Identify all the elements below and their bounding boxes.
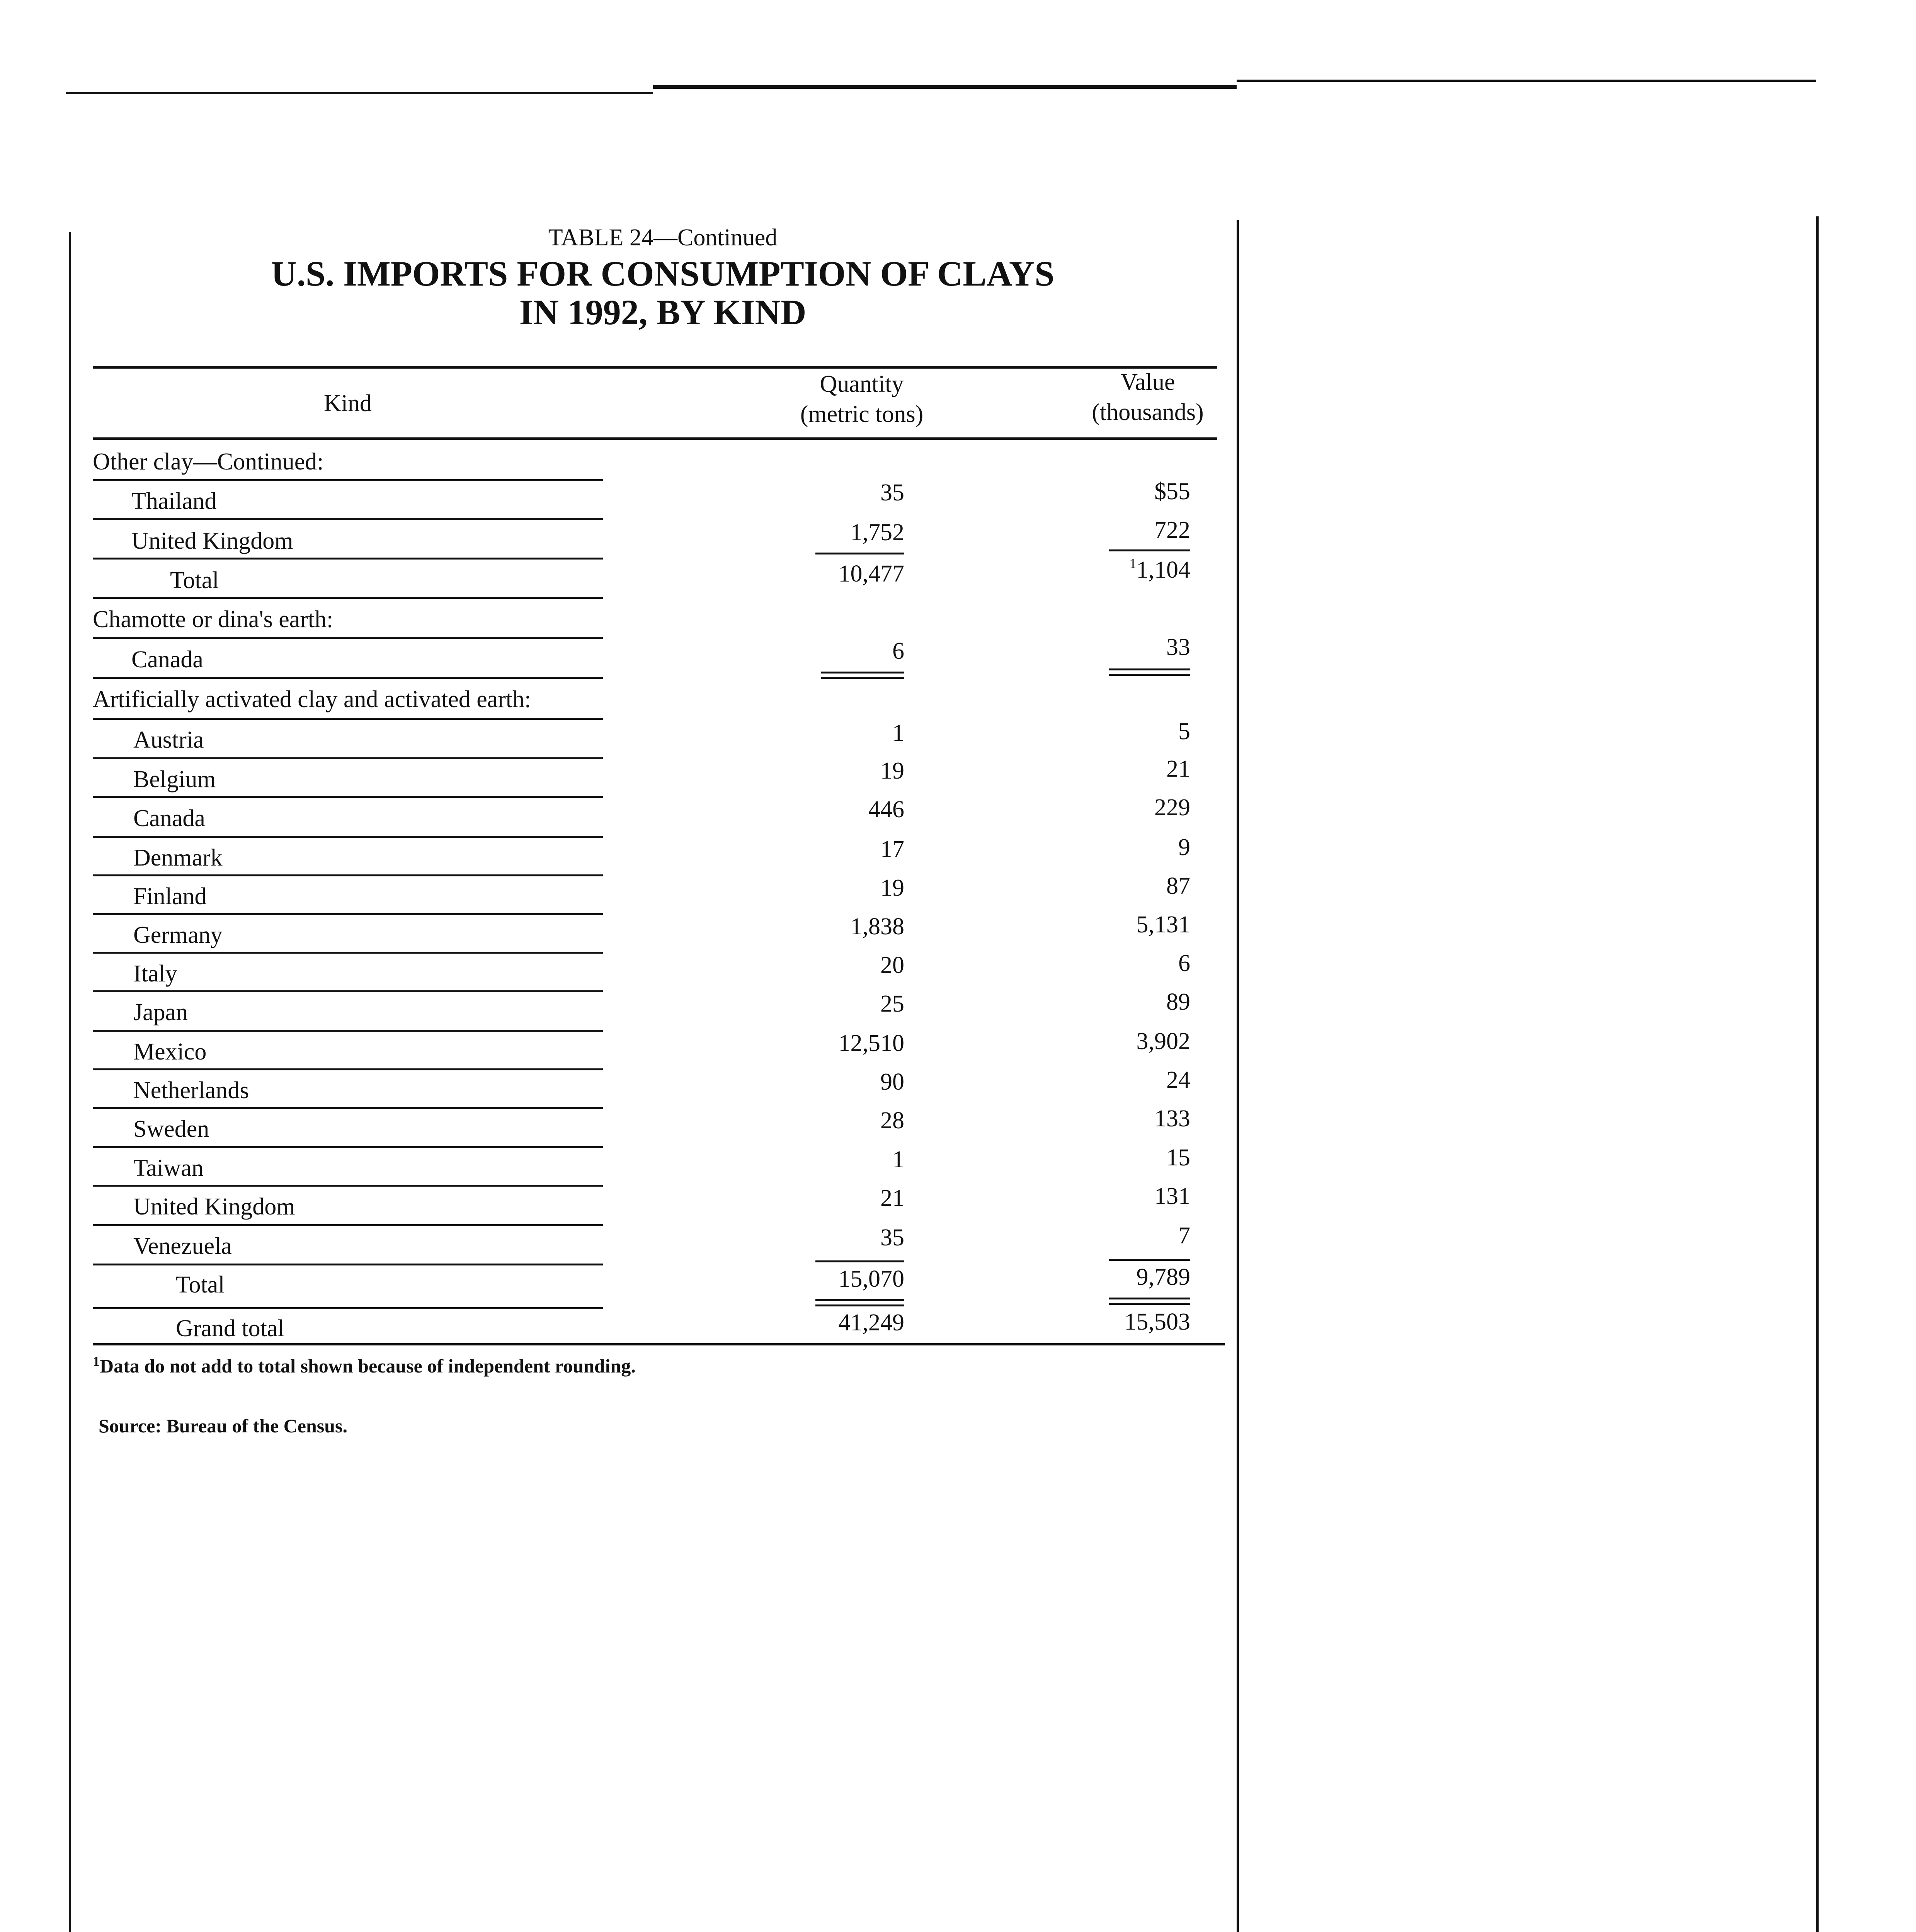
row-label-total-activated: Total (176, 1272, 225, 1298)
label-rule-4 (93, 597, 603, 599)
row-label-netherlands: Netherlands (133, 1077, 249, 1104)
qty-denmark: 17 (880, 836, 904, 862)
qty-double-rule-grand-b (815, 1304, 904, 1306)
row-label-finland: Finland (133, 883, 207, 910)
qty-double-rule-grand-a (815, 1299, 904, 1301)
qty-finland: 19 (880, 875, 904, 901)
label-rule-19 (93, 1185, 603, 1187)
row-label-italy: Italy (133, 961, 177, 987)
val-double-rule-grand-a (1109, 1298, 1190, 1299)
val-united-kingdom-activated: 131 (1154, 1183, 1190, 1209)
val-germany: 5,131 (1136, 912, 1190, 938)
footnote-text: Data do not add to total shown because of independent rounding. (100, 1355, 636, 1377)
qty-mexico: 12,510 (838, 1030, 904, 1056)
qty-belgium: 19 (880, 758, 904, 784)
label-rule-9 (93, 796, 603, 798)
label-rule-8 (93, 757, 603, 759)
row-label-thailand: Thailand (131, 488, 217, 514)
label-rule-21 (93, 1264, 603, 1265)
qty-double-rule-chamotte-b (821, 677, 904, 679)
label-rule-7 (93, 718, 603, 720)
header-quantity-line-2: (metric tons) (800, 401, 924, 427)
row-label-taiwan: Taiwan (133, 1155, 204, 1181)
val-rule-total-other (1109, 549, 1190, 551)
qty-rule-total-activated (815, 1260, 904, 1262)
qty-sweden: 28 (880, 1107, 904, 1134)
val-denmark: 9 (1178, 834, 1190, 861)
row-label-total-other: Total (170, 567, 219, 594)
val-mexico: 3,902 (1136, 1028, 1190, 1054)
table-number: TABLE 24—Continued (548, 224, 778, 251)
val-grand-total: 15,503 (1124, 1309, 1190, 1335)
qty-germany: 1,838 (850, 913, 904, 940)
val-total-other (997, 556, 1190, 583)
table-title (89, 254, 1237, 332)
row-label-grand-total: Grand total (176, 1315, 284, 1342)
qty-united-kingdom-other: 1,752 (850, 519, 904, 546)
label-rule-1 (93, 479, 603, 481)
label-rule-13 (93, 952, 603, 954)
header-bottom-rule (93, 437, 1217, 440)
source-note: Source: Bureau of the Census. (99, 1415, 348, 1437)
qty-double-rule-chamotte-a (821, 672, 904, 673)
val-canada-chamotte: 33 (1166, 634, 1190, 660)
val-sweden: 133 (1154, 1105, 1190, 1132)
row-label-japan: Japan (133, 999, 188, 1026)
qty-grand-total: 41,249 (838, 1310, 904, 1336)
val-canada-activated: 229 (1154, 794, 1190, 821)
val-japan: 89 (1166, 989, 1190, 1015)
val-double-rule-chamotte-a (1109, 668, 1190, 670)
label-rule-10 (93, 836, 603, 838)
row-label-united-kingdom-other: United Kingdom (131, 528, 293, 554)
qty-venezuela: 35 (880, 1225, 904, 1251)
val-netherlands: 24 (1166, 1067, 1190, 1093)
header-value-line-2: (thousands) (1092, 399, 1204, 425)
table-title-line-1: U.S. IMPORTS FOR CONSUMPTION OF CLAYS (271, 254, 1055, 293)
row-label-germany: Germany (133, 922, 223, 948)
row-label-united-kingdom-activated: United Kingdom (133, 1194, 295, 1220)
qty-canada-chamotte: 6 (892, 638, 904, 664)
label-rule-18 (93, 1146, 603, 1148)
qty-total-other: 10,477 (838, 561, 904, 587)
row-label-sweden: Sweden (133, 1116, 209, 1142)
row-label-belgium: Belgium (133, 766, 216, 793)
qty-austria: 1 (892, 720, 904, 746)
footnote-marker: 1 (93, 1354, 100, 1369)
row-label-mexico: Mexico (133, 1039, 207, 1065)
label-rule-17 (93, 1107, 603, 1109)
qty-japan: 25 (880, 991, 904, 1017)
val-austria: 5 (1178, 718, 1190, 745)
top-rule-center (653, 85, 1237, 89)
val-rule-total-activated (1109, 1259, 1190, 1261)
val-belgium: 21 (1166, 756, 1190, 782)
qty-taiwan: 1 (892, 1146, 904, 1173)
row-label-austria: Austria (133, 727, 204, 753)
label-rule-15 (93, 1030, 603, 1032)
column-rule-left (69, 232, 71, 1932)
table-caption (89, 224, 1237, 332)
label-rule-11 (93, 874, 603, 876)
row-label-venezuela: Venezuela (133, 1233, 232, 1259)
row-label-other-clay: Other clay—Continued: (93, 449, 324, 475)
column-rule-middle (1237, 220, 1239, 1932)
val-venezuela: 7 (1178, 1223, 1190, 1249)
qty-italy: 20 (880, 952, 904, 978)
val-total-activated: 9,789 (1136, 1264, 1190, 1290)
qty-total-activated: 15,070 (838, 1266, 904, 1292)
row-label-chamotte: Chamotte or dina's earth: (93, 606, 334, 633)
qty-united-kingdom-activated: 21 (880, 1185, 904, 1211)
header-kind: Kind (324, 390, 372, 417)
row-label-activated-clay: Artificially activated clay and activated earth: (93, 686, 531, 713)
val-thailand: $55 (1154, 478, 1190, 505)
label-rule-14 (93, 990, 603, 992)
val-taiwan: 15 (1166, 1145, 1190, 1171)
table-title-line-2: IN 1992, BY KIND (519, 293, 807, 332)
row-label-canada-activated: Canada (133, 805, 205, 832)
footnote (93, 1354, 636, 1378)
label-rule-12 (93, 913, 603, 915)
label-rule-16 (93, 1068, 603, 1070)
table-bottom-rule (93, 1343, 1225, 1345)
label-rule-2 (93, 518, 603, 520)
row-label-canada-chamotte: Canada (131, 646, 203, 673)
top-rule-right (1237, 80, 1816, 82)
footnote-ref: 1 (1129, 556, 1137, 571)
column-rule-right (1816, 216, 1819, 1932)
header-value-line-1: Value (1120, 369, 1175, 395)
qty-netherlands: 90 (880, 1069, 904, 1095)
label-rule-22 (93, 1307, 603, 1309)
val-total-other-number: 1,104 (1136, 557, 1190, 583)
top-rule-left (66, 92, 653, 94)
val-finland: 87 (1166, 873, 1190, 899)
header-quantity-line-1: Quantity (820, 371, 904, 397)
val-double-rule-grand-b (1109, 1303, 1190, 1305)
row-label-denmark: Denmark (133, 845, 223, 871)
qty-thailand: 35 (880, 480, 904, 506)
header-value (1032, 367, 1264, 427)
label-rule-20 (93, 1224, 603, 1226)
qty-canada-activated: 446 (868, 796, 904, 823)
val-united-kingdom-other: 722 (1154, 517, 1190, 543)
label-rule-6 (93, 677, 603, 679)
val-italy: 6 (1178, 950, 1190, 976)
label-rule-3 (93, 558, 603, 560)
val-double-rule-chamotte-b (1109, 674, 1190, 676)
qty-rule-total-other (815, 553, 904, 554)
header-quantity (746, 369, 978, 429)
label-rule-5 (93, 637, 603, 639)
